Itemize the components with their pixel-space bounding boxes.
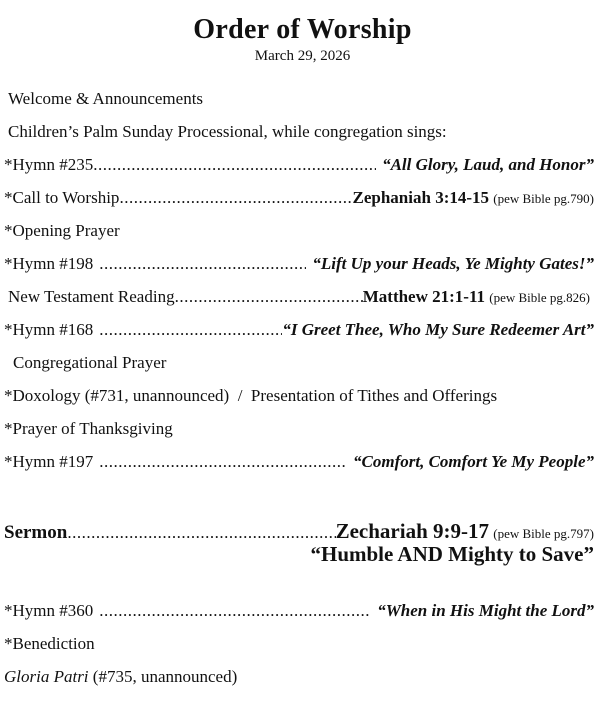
hymn-198-item — [4, 253, 594, 275]
hymn-360-title: “When in His Might the Lord” — [377, 601, 594, 620]
doxology-item: *Doxology (#731, unannounced) / Presentation of Tithes and Offerings — [4, 386, 498, 405]
nt-reading-item — [8, 286, 590, 309]
congregational-prayer-item: Congregational Prayer — [13, 353, 167, 372]
hymn-197-label: *Hymn #197 — [4, 452, 94, 471]
call-to-worship-scripture: Zephaniah 3:14-15 — [352, 188, 490, 207]
opening-prayer-item: *Opening Prayer — [4, 221, 120, 240]
hymn-198-title: “Lift Up your Heads, Ye Mighty Gates!” — [312, 254, 594, 273]
call-to-worship-pew-page: (pew Bible pg.790) — [493, 191, 594, 206]
nt-reading-scripture: Matthew 21:1-11 — [362, 287, 486, 306]
hymn-360-label: *Hymn #360 — [4, 601, 94, 620]
leader-dots — [99, 253, 306, 275]
welcome-item: Welcome & Announcements — [8, 89, 204, 108]
leader-dots — [175, 286, 363, 308]
hymn-168-item — [4, 319, 594, 341]
leader-dots — [67, 520, 335, 546]
hymn-235-label: *Hymn #235 — [4, 155, 94, 174]
hymn-197-title: “Comfort, Comfort Ye My People” — [353, 452, 594, 471]
leader-dots — [99, 319, 282, 341]
hymn-197-item — [4, 451, 594, 473]
sermon-pew-page: (pew Bible pg.797) — [493, 526, 594, 541]
page-title: Order of Worship — [193, 14, 412, 45]
leader-dots — [119, 187, 352, 209]
nt-reading-pew-page: (pew Bible pg.826) — [489, 290, 590, 305]
hymn-360-item — [4, 600, 594, 622]
gloria-patri-detail: (#735, unannounced) — [92, 667, 238, 686]
gloria-patri-name: Gloria Patri — [4, 667, 89, 686]
sermon-label: Sermon — [4, 522, 68, 543]
benediction-item: *Benediction — [4, 634, 95, 653]
hymn-198-label: *Hymn #198 — [4, 254, 94, 273]
nt-reading-label: New Testament Reading — [8, 287, 175, 306]
leader-dots — [99, 451, 347, 473]
call-to-worship-label: *Call to Worship — [4, 188, 120, 207]
gloria-patri-item — [4, 666, 237, 688]
prayer-of-thanksgiving-item: *Prayer of Thanksgiving — [4, 419, 173, 438]
service-date: March 29, 2026 — [254, 48, 351, 64]
hymn-235-item — [4, 154, 594, 176]
sermon-scripture: Zechariah 9:9-17 — [335, 519, 490, 543]
leader-dots — [99, 600, 371, 622]
hymn-235-title: “All Glory, Laud, and Honor” — [382, 155, 594, 174]
sermon-title: “Humble AND Mighty to Save” — [310, 542, 594, 566]
processional-item: Children’s Palm Sunday Processional, while congregation sings: — [8, 122, 447, 141]
leader-dots — [93, 154, 376, 176]
call-to-worship-item — [4, 187, 594, 210]
hymn-168-label: *Hymn #168 — [4, 320, 94, 339]
hymn-168-title: “I Greet Thee, Who My Sure Redeemer Art” — [282, 320, 594, 339]
